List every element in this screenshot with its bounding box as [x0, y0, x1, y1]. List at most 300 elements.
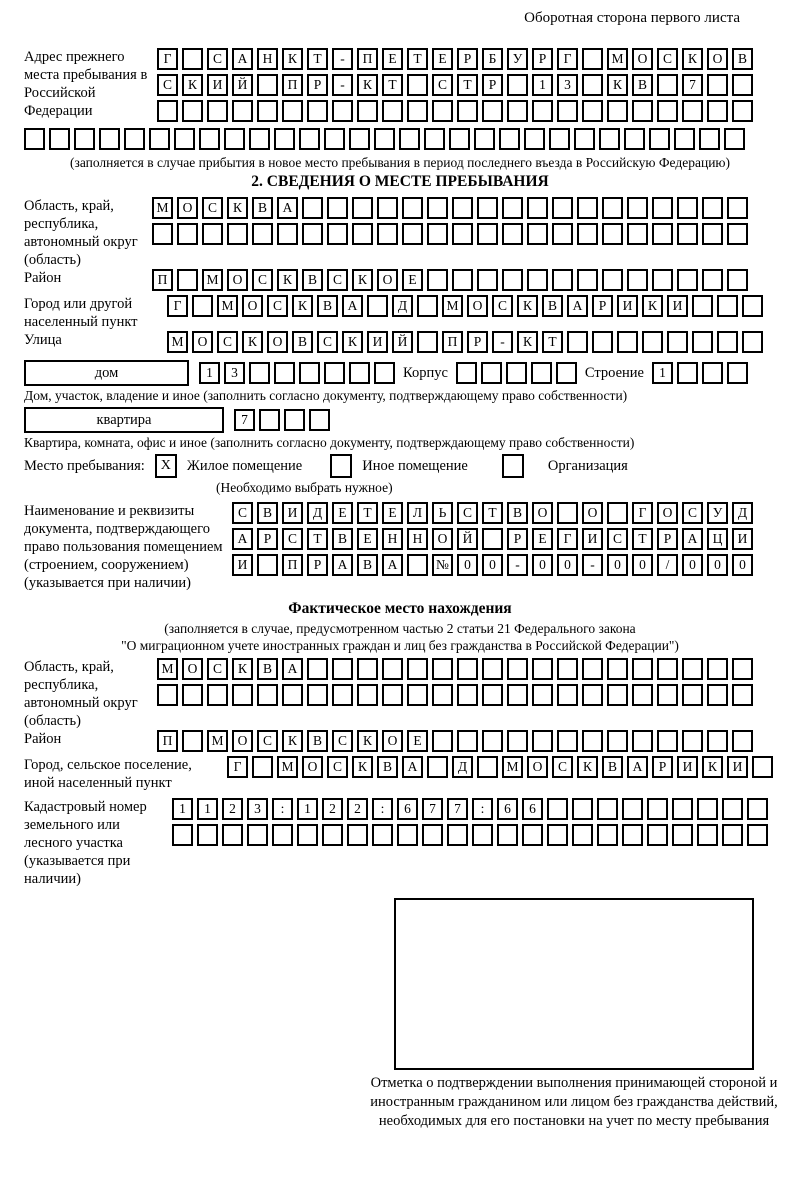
- char-cell[interactable]: С: [257, 730, 278, 752]
- char-cell[interactable]: Т: [542, 331, 563, 353]
- char-cell[interactable]: И: [677, 756, 698, 778]
- char-cell[interactable]: О: [302, 756, 323, 778]
- char-cell[interactable]: [257, 74, 278, 96]
- char-cell[interactable]: [502, 197, 523, 219]
- char-cell[interactable]: [402, 223, 423, 245]
- char-cell[interactable]: И: [727, 756, 748, 778]
- char-cell[interactable]: О: [377, 269, 398, 291]
- char-cell[interactable]: Р: [482, 74, 503, 96]
- char-cell[interactable]: 6: [497, 798, 518, 820]
- char-cell[interactable]: [552, 197, 573, 219]
- char-cell[interactable]: [602, 223, 623, 245]
- char-cell[interactable]: [692, 331, 713, 353]
- char-cell[interactable]: [599, 128, 620, 150]
- char-cell[interactable]: [597, 798, 618, 820]
- char-cell[interactable]: [182, 100, 203, 122]
- char-cell[interactable]: [582, 48, 603, 70]
- char-cell[interactable]: Г: [157, 48, 178, 70]
- char-cell[interactable]: [582, 684, 603, 706]
- char-cell[interactable]: А: [402, 756, 423, 778]
- char-cell[interactable]: [249, 128, 270, 150]
- char-cell[interactable]: [452, 197, 473, 219]
- char-cell[interactable]: [322, 824, 343, 846]
- char-cell[interactable]: [632, 100, 653, 122]
- char-cell[interactable]: А: [282, 658, 303, 680]
- char-cell[interactable]: [327, 223, 348, 245]
- char-cell[interactable]: [481, 362, 502, 384]
- char-cell[interactable]: [174, 128, 195, 150]
- char-cell[interactable]: С: [657, 48, 678, 70]
- char-cell[interactable]: [124, 128, 145, 150]
- char-cell[interactable]: [647, 798, 668, 820]
- char-cell[interactable]: [742, 295, 763, 317]
- char-cell[interactable]: О: [707, 48, 728, 70]
- char-cell[interactable]: [277, 223, 298, 245]
- char-cell[interactable]: [499, 128, 520, 150]
- char-cell[interactable]: 3: [557, 74, 578, 96]
- char-cell[interactable]: И: [667, 295, 688, 317]
- char-cell[interactable]: О: [657, 502, 678, 524]
- char-cell[interactable]: [622, 824, 643, 846]
- char-cell[interactable]: [627, 223, 648, 245]
- char-cell[interactable]: [702, 223, 723, 245]
- char-cell[interactable]: [657, 74, 678, 96]
- char-cell[interactable]: Р: [592, 295, 613, 317]
- char-cell[interactable]: [349, 362, 370, 384]
- char-cell[interactable]: [627, 197, 648, 219]
- char-cell[interactable]: [407, 74, 428, 96]
- char-cell[interactable]: [199, 128, 220, 150]
- char-cell[interactable]: [207, 100, 228, 122]
- char-cell[interactable]: [677, 269, 698, 291]
- char-cell[interactable]: [182, 684, 203, 706]
- char-cell[interactable]: [302, 197, 323, 219]
- char-cell[interactable]: [417, 331, 438, 353]
- char-cell[interactable]: Ь: [432, 502, 453, 524]
- char-cell[interactable]: [324, 362, 345, 384]
- char-cell[interactable]: [257, 554, 278, 576]
- char-cell[interactable]: [632, 730, 653, 752]
- char-cell[interactable]: Б: [482, 48, 503, 70]
- char-cell[interactable]: Д: [452, 756, 473, 778]
- char-cell[interactable]: [747, 798, 768, 820]
- char-cell[interactable]: С: [252, 269, 273, 291]
- char-cell[interactable]: [699, 128, 720, 150]
- char-cell[interactable]: [707, 100, 728, 122]
- char-cell[interactable]: В: [317, 295, 338, 317]
- char-cell[interactable]: С: [232, 502, 253, 524]
- char-cell[interactable]: [677, 362, 698, 384]
- char-cell[interactable]: [607, 502, 628, 524]
- char-cell[interactable]: 0: [607, 554, 628, 576]
- char-cell[interactable]: К: [357, 730, 378, 752]
- char-cell[interactable]: А: [382, 554, 403, 576]
- char-cell[interactable]: Т: [307, 48, 328, 70]
- char-cell[interactable]: К: [242, 331, 263, 353]
- char-cell[interactable]: Т: [632, 528, 653, 550]
- char-cell[interactable]: Г: [557, 48, 578, 70]
- char-cell[interactable]: Р: [507, 528, 528, 550]
- char-cell[interactable]: 0: [532, 554, 553, 576]
- char-cell[interactable]: [432, 730, 453, 752]
- char-cell[interactable]: [532, 730, 553, 752]
- char-cell[interactable]: Д: [307, 502, 328, 524]
- char-cell[interactable]: Л: [407, 502, 428, 524]
- char-cell[interactable]: [602, 269, 623, 291]
- char-cell[interactable]: [727, 269, 748, 291]
- char-cell[interactable]: У: [507, 48, 528, 70]
- char-cell[interactable]: [367, 295, 388, 317]
- char-cell[interactable]: [732, 730, 753, 752]
- char-cell[interactable]: [557, 502, 578, 524]
- char-cell[interactable]: [682, 684, 703, 706]
- char-cell[interactable]: [424, 128, 445, 150]
- char-cell[interactable]: П: [282, 74, 303, 96]
- char-cell[interactable]: 7: [682, 74, 703, 96]
- char-cell[interactable]: [577, 223, 598, 245]
- char-cell[interactable]: -: [507, 554, 528, 576]
- char-cell[interactable]: [617, 331, 638, 353]
- char-cell[interactable]: К: [682, 48, 703, 70]
- char-cell[interactable]: Р: [307, 554, 328, 576]
- char-cell[interactable]: [667, 331, 688, 353]
- char-cell[interactable]: О: [527, 756, 548, 778]
- char-cell[interactable]: О: [432, 528, 453, 550]
- char-cell[interactable]: [202, 223, 223, 245]
- char-cell[interactable]: [224, 128, 245, 150]
- char-cell[interactable]: С: [432, 74, 453, 96]
- char-cell[interactable]: И: [367, 331, 388, 353]
- char-cell[interactable]: [372, 824, 393, 846]
- char-cell[interactable]: [597, 824, 618, 846]
- char-cell[interactable]: [627, 269, 648, 291]
- char-cell[interactable]: Г: [557, 528, 578, 550]
- char-cell[interactable]: [707, 730, 728, 752]
- char-cell[interactable]: [456, 362, 477, 384]
- char-cell[interactable]: С: [157, 74, 178, 96]
- char-cell[interactable]: [177, 223, 198, 245]
- char-cell[interactable]: :: [272, 798, 293, 820]
- char-cell[interactable]: [377, 223, 398, 245]
- char-cell[interactable]: [407, 554, 428, 576]
- char-cell[interactable]: П: [282, 554, 303, 576]
- char-cell[interactable]: [602, 197, 623, 219]
- char-cell[interactable]: С: [332, 730, 353, 752]
- char-cell[interactable]: [457, 658, 478, 680]
- char-cell[interactable]: [332, 100, 353, 122]
- char-cell[interactable]: [552, 269, 573, 291]
- char-cell[interactable]: В: [307, 730, 328, 752]
- char-cell[interactable]: [222, 824, 243, 846]
- char-cell[interactable]: [382, 658, 403, 680]
- char-cell[interactable]: [507, 730, 528, 752]
- char-cell[interactable]: [232, 100, 253, 122]
- char-cell[interactable]: А: [232, 48, 253, 70]
- char-cell[interactable]: 2: [222, 798, 243, 820]
- char-cell[interactable]: [352, 197, 373, 219]
- char-cell[interactable]: П: [157, 730, 178, 752]
- char-cell[interactable]: [607, 730, 628, 752]
- checkbox-residential[interactable]: X: [155, 454, 177, 478]
- char-cell[interactable]: К: [517, 295, 538, 317]
- char-cell[interactable]: [452, 223, 473, 245]
- char-cell[interactable]: [572, 824, 593, 846]
- char-cell[interactable]: [374, 128, 395, 150]
- char-cell[interactable]: [417, 295, 438, 317]
- char-cell[interactable]: [249, 362, 270, 384]
- char-cell[interactable]: -: [492, 331, 513, 353]
- char-cell[interactable]: [507, 684, 528, 706]
- char-cell[interactable]: [702, 269, 723, 291]
- char-cell[interactable]: [377, 197, 398, 219]
- char-cell[interactable]: М: [167, 331, 188, 353]
- char-cell[interactable]: [482, 730, 503, 752]
- char-cell[interactable]: [632, 684, 653, 706]
- char-cell[interactable]: [592, 331, 613, 353]
- char-cell[interactable]: С: [682, 502, 703, 524]
- char-cell[interactable]: [697, 798, 718, 820]
- char-cell[interactable]: [327, 197, 348, 219]
- char-cell[interactable]: К: [357, 74, 378, 96]
- char-cell[interactable]: 2: [347, 798, 368, 820]
- char-cell[interactable]: [607, 684, 628, 706]
- char-cell[interactable]: [717, 331, 738, 353]
- char-cell[interactable]: О: [382, 730, 403, 752]
- char-cell[interactable]: [582, 100, 603, 122]
- char-cell[interactable]: 6: [397, 798, 418, 820]
- char-cell[interactable]: В: [302, 269, 323, 291]
- char-cell[interactable]: [632, 658, 653, 680]
- char-cell[interactable]: [477, 756, 498, 778]
- char-cell[interactable]: С: [267, 295, 288, 317]
- char-cell[interactable]: [357, 684, 378, 706]
- char-cell[interactable]: [332, 684, 353, 706]
- char-cell[interactable]: Р: [652, 756, 673, 778]
- char-cell[interactable]: Г: [227, 756, 248, 778]
- char-cell[interactable]: Т: [457, 74, 478, 96]
- char-cell[interactable]: Н: [382, 528, 403, 550]
- char-cell[interactable]: К: [282, 730, 303, 752]
- char-cell[interactable]: 1: [172, 798, 193, 820]
- char-cell[interactable]: [527, 223, 548, 245]
- char-cell[interactable]: Й: [392, 331, 413, 353]
- char-cell[interactable]: [652, 269, 673, 291]
- char-cell[interactable]: [472, 824, 493, 846]
- char-cell[interactable]: 1: [199, 362, 220, 384]
- char-cell[interactable]: [652, 197, 673, 219]
- char-cell[interactable]: [152, 223, 173, 245]
- char-cell[interactable]: [557, 684, 578, 706]
- char-cell[interactable]: [99, 128, 120, 150]
- char-cell[interactable]: О: [532, 502, 553, 524]
- char-cell[interactable]: К: [577, 756, 598, 778]
- char-cell[interactable]: [732, 74, 753, 96]
- char-cell[interactable]: [527, 197, 548, 219]
- char-cell[interactable]: С: [552, 756, 573, 778]
- char-cell[interactable]: [177, 269, 198, 291]
- char-cell[interactable]: [556, 362, 577, 384]
- char-cell[interactable]: [382, 100, 403, 122]
- char-cell[interactable]: [382, 684, 403, 706]
- char-cell[interactable]: О: [267, 331, 288, 353]
- char-cell[interactable]: С: [607, 528, 628, 550]
- char-cell[interactable]: [722, 824, 743, 846]
- char-cell[interactable]: [657, 658, 678, 680]
- char-cell[interactable]: 0: [457, 554, 478, 576]
- char-cell[interactable]: М: [502, 756, 523, 778]
- char-cell[interactable]: А: [342, 295, 363, 317]
- char-cell[interactable]: 1: [197, 798, 218, 820]
- char-cell[interactable]: [302, 223, 323, 245]
- char-cell[interactable]: Т: [307, 528, 328, 550]
- char-cell[interactable]: 6: [522, 798, 543, 820]
- char-cell[interactable]: :: [472, 798, 493, 820]
- char-cell[interactable]: [582, 730, 603, 752]
- char-cell[interactable]: О: [467, 295, 488, 317]
- char-cell[interactable]: О: [182, 658, 203, 680]
- char-cell[interactable]: 0: [732, 554, 753, 576]
- char-cell[interactable]: [727, 197, 748, 219]
- char-cell[interactable]: [477, 269, 498, 291]
- char-cell[interactable]: А: [232, 528, 253, 550]
- char-cell[interactable]: [642, 331, 663, 353]
- char-cell[interactable]: К: [342, 331, 363, 353]
- char-cell[interactable]: [497, 824, 518, 846]
- char-cell[interactable]: [482, 684, 503, 706]
- char-cell[interactable]: П: [357, 48, 378, 70]
- char-cell[interactable]: Т: [482, 502, 503, 524]
- char-cell[interactable]: [309, 409, 330, 431]
- char-cell[interactable]: [482, 658, 503, 680]
- char-cell[interactable]: [502, 269, 523, 291]
- char-cell[interactable]: [524, 128, 545, 150]
- char-cell[interactable]: /: [657, 554, 678, 576]
- char-cell[interactable]: [257, 684, 278, 706]
- char-cell[interactable]: М: [152, 197, 173, 219]
- char-cell[interactable]: Е: [382, 48, 403, 70]
- char-cell[interactable]: К: [182, 74, 203, 96]
- char-cell[interactable]: И: [617, 295, 638, 317]
- char-cell[interactable]: [182, 48, 203, 70]
- char-cell[interactable]: [324, 128, 345, 150]
- char-cell[interactable]: [707, 658, 728, 680]
- char-cell[interactable]: В: [632, 74, 653, 96]
- char-cell[interactable]: [692, 295, 713, 317]
- char-cell[interactable]: [506, 362, 527, 384]
- char-cell[interactable]: К: [277, 269, 298, 291]
- char-cell[interactable]: Р: [307, 74, 328, 96]
- char-cell[interactable]: К: [232, 658, 253, 680]
- char-cell[interactable]: Т: [407, 48, 428, 70]
- char-cell[interactable]: [727, 223, 748, 245]
- char-cell[interactable]: К: [352, 269, 373, 291]
- char-cell[interactable]: [532, 100, 553, 122]
- char-cell[interactable]: 0: [557, 554, 578, 576]
- checkbox-other-premises[interactable]: [330, 454, 352, 478]
- char-cell[interactable]: И: [232, 554, 253, 576]
- char-cell[interactable]: [674, 128, 695, 150]
- char-cell[interactable]: [732, 684, 753, 706]
- char-cell[interactable]: Е: [407, 730, 428, 752]
- char-cell[interactable]: К: [642, 295, 663, 317]
- char-cell[interactable]: А: [627, 756, 648, 778]
- char-cell[interactable]: О: [582, 502, 603, 524]
- char-cell[interactable]: [682, 100, 703, 122]
- char-cell[interactable]: [432, 100, 453, 122]
- char-cell[interactable]: [207, 684, 228, 706]
- char-cell[interactable]: [477, 223, 498, 245]
- char-cell[interactable]: [742, 331, 763, 353]
- char-cell[interactable]: [582, 658, 603, 680]
- char-cell[interactable]: [574, 128, 595, 150]
- char-cell[interactable]: [657, 684, 678, 706]
- char-cell[interactable]: [607, 658, 628, 680]
- char-cell[interactable]: -: [582, 554, 603, 576]
- char-cell[interactable]: [182, 730, 203, 752]
- char-cell[interactable]: О: [192, 331, 213, 353]
- char-cell[interactable]: [457, 100, 478, 122]
- char-cell[interactable]: Р: [457, 48, 478, 70]
- char-cell[interactable]: 7: [234, 409, 255, 431]
- char-cell[interactable]: [299, 362, 320, 384]
- char-cell[interactable]: С: [207, 48, 228, 70]
- char-cell[interactable]: [507, 74, 528, 96]
- char-cell[interactable]: [557, 100, 578, 122]
- char-cell[interactable]: [432, 658, 453, 680]
- char-cell[interactable]: [547, 798, 568, 820]
- char-cell[interactable]: [347, 824, 368, 846]
- char-cell[interactable]: М: [607, 48, 628, 70]
- char-cell[interactable]: [407, 658, 428, 680]
- char-cell[interactable]: Е: [532, 528, 553, 550]
- char-cell[interactable]: [624, 128, 645, 150]
- char-cell[interactable]: Р: [657, 528, 678, 550]
- char-cell[interactable]: А: [277, 197, 298, 219]
- char-cell[interactable]: [284, 409, 305, 431]
- char-cell[interactable]: С: [327, 269, 348, 291]
- char-cell[interactable]: О: [632, 48, 653, 70]
- char-cell[interactable]: [402, 197, 423, 219]
- char-cell[interactable]: Д: [392, 295, 413, 317]
- char-cell[interactable]: [677, 197, 698, 219]
- char-cell[interactable]: [157, 684, 178, 706]
- char-cell[interactable]: [427, 756, 448, 778]
- char-cell[interactable]: [457, 684, 478, 706]
- char-cell[interactable]: С: [207, 658, 228, 680]
- char-cell[interactable]: С: [202, 197, 223, 219]
- char-cell[interactable]: Р: [257, 528, 278, 550]
- char-cell[interactable]: [547, 824, 568, 846]
- char-cell[interactable]: [622, 798, 643, 820]
- char-cell[interactable]: Н: [407, 528, 428, 550]
- char-cell[interactable]: [452, 269, 473, 291]
- char-cell[interactable]: К: [517, 331, 538, 353]
- char-cell[interactable]: [247, 824, 268, 846]
- char-cell[interactable]: :: [372, 798, 393, 820]
- char-cell[interactable]: [672, 824, 693, 846]
- char-cell[interactable]: П: [152, 269, 173, 291]
- char-cell[interactable]: К: [352, 756, 373, 778]
- char-cell[interactable]: Ц: [707, 528, 728, 550]
- char-cell[interactable]: И: [207, 74, 228, 96]
- char-cell[interactable]: [299, 128, 320, 150]
- char-cell[interactable]: М: [217, 295, 238, 317]
- char-cell[interactable]: В: [542, 295, 563, 317]
- char-cell[interactable]: О: [242, 295, 263, 317]
- char-cell[interactable]: [732, 100, 753, 122]
- char-cell[interactable]: [482, 528, 503, 550]
- char-cell[interactable]: [307, 684, 328, 706]
